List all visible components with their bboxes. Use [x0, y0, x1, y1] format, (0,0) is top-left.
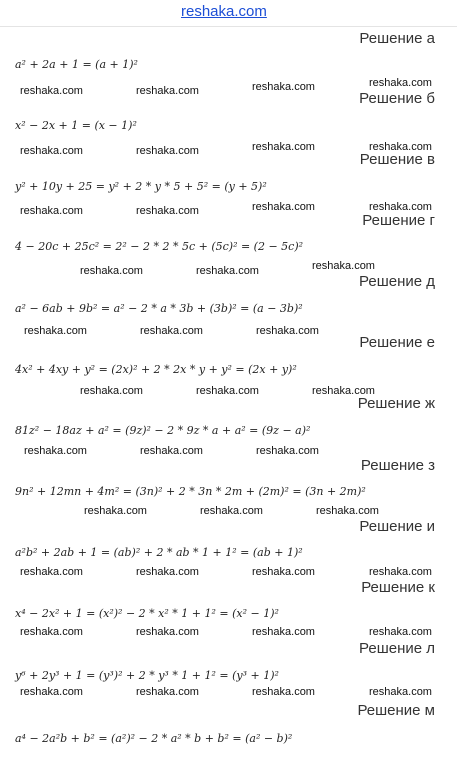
watermark: reshaka.com — [196, 385, 259, 397]
watermark: reshaka.com — [20, 205, 83, 217]
watermark: reshaka.com — [312, 260, 375, 272]
watermark: reshaka.com — [369, 141, 432, 153]
site-header — [0, 0, 457, 27]
solution-title-e: Решение е — [359, 334, 435, 351]
solution-title-i: Решение и — [359, 518, 435, 535]
solution-title-l: Решение л — [359, 640, 435, 657]
formula-m: a⁴ − 2a²b + b² = (a²)² − 2 * a² * b + b² = (a² − b)² — [15, 732, 293, 745]
watermark: reshaka.com — [369, 201, 432, 213]
formula-i: a²b² + 2ab + 1 = (ab)² + 2 * ab * 1 + 1² = (ab + 1)² — [15, 546, 303, 559]
watermark: reshaka.com — [256, 325, 319, 337]
watermark: reshaka.com — [200, 505, 263, 517]
formula-b: x² − 2x + 1 = (x − 1)² — [15, 119, 137, 132]
watermark: reshaka.com — [252, 81, 315, 93]
watermark: reshaka.com — [316, 505, 379, 517]
watermark: reshaka.com — [24, 445, 87, 457]
watermark: reshaka.com — [20, 686, 83, 698]
formula-z: 9n² + 12mn + 4m² = (3n)² + 2 * 3n * 2m + (2m)² = (3n + 2m)² — [15, 485, 366, 498]
formula-a: a² + 2a + 1 = (a + 1)² — [15, 58, 138, 71]
watermark: reshaka.com — [136, 205, 199, 217]
watermark: reshaka.com — [84, 505, 147, 517]
watermark: reshaka.com — [80, 385, 143, 397]
watermark: reshaka.com — [20, 626, 83, 638]
watermark: reshaka.com — [136, 85, 199, 97]
solution-title-b: Решение б — [359, 90, 435, 107]
formula-g: 4 − 20c + 25c² = 2² − 2 * 2 * 5c + (5c)² = (2 − 5c)² — [15, 240, 304, 253]
watermark: reshaka.com — [312, 385, 375, 397]
solution-title-a: Решение а — [359, 30, 435, 47]
watermark: reshaka.com — [80, 265, 143, 277]
watermark: reshaka.com — [252, 201, 315, 213]
formula-zh: 81z² − 18az + a² = (9z)² − 2 * 9z * a + a² = (9z − a)² — [15, 424, 311, 437]
watermark: reshaka.com — [20, 145, 83, 157]
watermark: reshaka.com — [252, 566, 315, 578]
watermark: reshaka.com — [256, 445, 319, 457]
solution-title-v: Решение в — [359, 151, 435, 168]
solution-title-g: Решение г — [362, 212, 435, 229]
watermark: reshaka.com — [136, 566, 199, 578]
solution-title-d: Решение д — [359, 273, 435, 290]
solution-title-z: Решение з — [360, 457, 435, 474]
watermark: reshaka.com — [20, 566, 83, 578]
formula-v: y² + 10y + 25 = y² + 2 * y * 5 + 5² = (y + 5)² — [15, 180, 267, 193]
watermark: reshaka.com — [252, 141, 315, 153]
site-logo-link[interactable]: reshaka.com — [181, 3, 267, 20]
watermark: reshaka.com — [369, 77, 432, 89]
watermark: reshaka.com — [196, 265, 259, 277]
formula-k: x⁴ − 2x² + 1 = (x²)² − 2 * x² * 1 + 1² = (x² − 1)² — [15, 607, 279, 620]
watermark: reshaka.com — [20, 85, 83, 97]
watermark: reshaka.com — [369, 566, 432, 578]
watermark: reshaka.com — [136, 686, 199, 698]
solution-title-zh: Решение ж — [357, 395, 435, 412]
watermark: reshaka.com — [136, 145, 199, 157]
watermark: reshaka.com — [136, 626, 199, 638]
watermark: reshaka.com — [369, 626, 432, 638]
watermark: reshaka.com — [252, 686, 315, 698]
formula-d: a² − 6ab + 9b² = a² − 2 * a * 3b + (3b)² = (a − 3b)² — [15, 302, 303, 315]
watermark: reshaka.com — [24, 325, 87, 337]
watermark: reshaka.com — [140, 325, 203, 337]
solution-title-m: Решение м — [357, 702, 435, 719]
formula-e: 4x² + 4xy + y² = (2x)² + 2 * 2x * y + y² = (2x + y)² — [15, 363, 297, 376]
formula-l: y⁶ + 2y³ + 1 = (y³)² + 2 * y³ * 1 + 1² = (y³ + 1)² — [15, 669, 279, 682]
watermark: reshaka.com — [140, 445, 203, 457]
watermark: reshaka.com — [369, 686, 432, 698]
solution-title-k: Решение к — [361, 579, 435, 596]
watermark: reshaka.com — [252, 626, 315, 638]
